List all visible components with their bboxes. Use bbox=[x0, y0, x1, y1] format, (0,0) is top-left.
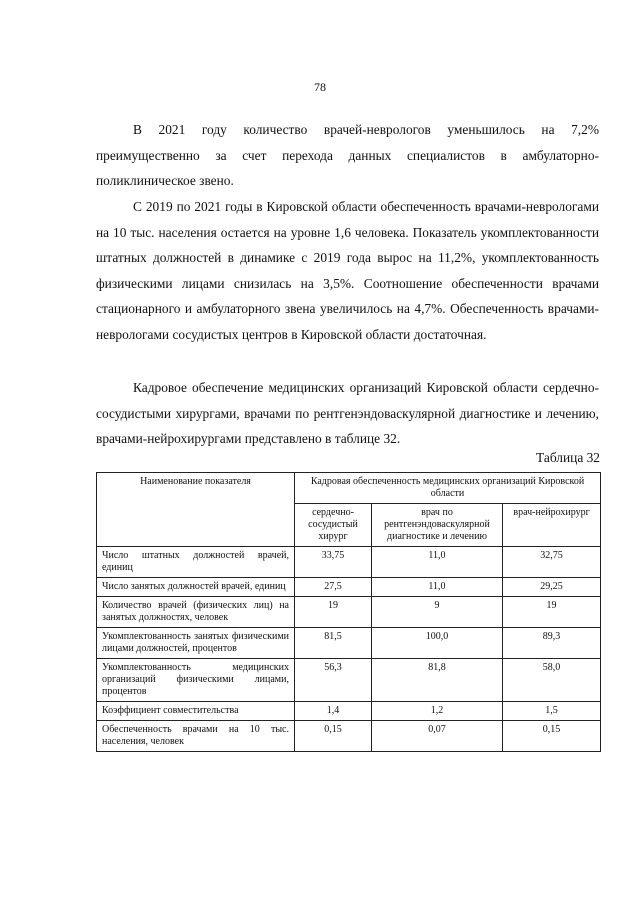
table-header-row bbox=[97, 473, 601, 504]
row-value: 100,0 bbox=[372, 628, 503, 659]
row-value: 11,0 bbox=[372, 578, 503, 597]
header-group: Кадровая обеспеченность медицинских организаций Кировской области bbox=[295, 473, 601, 504]
table-row bbox=[97, 659, 601, 702]
row-value: 1,4 bbox=[295, 702, 372, 721]
table-row bbox=[97, 628, 601, 659]
table-row bbox=[97, 702, 601, 721]
row-label: Число занятых должностей врачей, единиц bbox=[97, 578, 295, 597]
table-row bbox=[97, 721, 601, 752]
row-value: 19 bbox=[503, 597, 601, 628]
header-column-1: сердечно-сосудистый хирург bbox=[295, 504, 372, 547]
row-value: 81,5 bbox=[295, 628, 372, 659]
table-caption: Таблица 32 bbox=[536, 450, 600, 465]
row-label: Число штатных должностей врачей, единиц bbox=[97, 547, 295, 578]
row-value: 11,0 bbox=[372, 547, 503, 578]
row-value: 32,75 bbox=[503, 547, 601, 578]
paragraph-1: В 2021 году количество врачей-неврологов уменьшилось на 7,2% преимущественно за счет перехода данных специалистов в амбулаторно-поликлиническое звено. bbox=[96, 122, 599, 189]
row-value: 89,3 bbox=[503, 628, 601, 659]
staffing-table bbox=[96, 472, 601, 752]
row-label: Укомплектованность медицинских организаций физическими лицами, процентов bbox=[97, 659, 295, 702]
paragraph-3: Кадровое обеспечение медицинских организаций Кировской области сердечно-сосудистыми хирургами, врачами по рентгенэндоваскулярной диагностике и лечению, врачами-нейрохирургами представлено в таблице 32. bbox=[96, 380, 599, 447]
row-label: Количество врачей (физических лиц) на занятых должностях, человек bbox=[97, 597, 295, 628]
row-label: Укомплектованность занятых физическими лицами должностей, процентов bbox=[97, 628, 295, 659]
table-row bbox=[97, 578, 601, 597]
row-value: 33,75 bbox=[295, 547, 372, 578]
row-value: 81,8 bbox=[372, 659, 503, 702]
row-value: 19 bbox=[295, 597, 372, 628]
table-row bbox=[97, 547, 601, 578]
row-value: 1,2 bbox=[372, 702, 503, 721]
row-value: 58,0 bbox=[503, 659, 601, 702]
page-number: 78 bbox=[314, 80, 326, 94]
row-label: Обеспеченность врачами на 10 тыс. населения, человек bbox=[97, 721, 295, 752]
row-value: 1,5 bbox=[503, 702, 601, 721]
header-column-3: врач-нейрохирург bbox=[503, 504, 601, 547]
row-value: 29,25 bbox=[503, 578, 601, 597]
row-value: 0,15 bbox=[295, 721, 372, 752]
paragraph-2: С 2019 по 2021 годы в Кировской области обеспеченность врачами-неврологами на 10 тыс. населения остается на уровне 1,6 человека. Показатель укомплектованности штатных должностей в динамике с 2019 года вырос на 11,2%, укомплектованность физическими лицами снизилась на 3,5%. Соотношение обеспеченности врачами стационарного и амбулаторного звена увеличилось на 4,7%. Обеспеченность врачами-неврологами сосудистых центров в Кировской области достаточная. bbox=[96, 199, 599, 342]
row-value: 0,15 bbox=[503, 721, 601, 752]
row-label: Коэффициент совместительства bbox=[97, 702, 295, 721]
row-value: 27,5 bbox=[295, 578, 372, 597]
header-indicator: Наименование показателя bbox=[97, 473, 295, 547]
row-value: 56,3 bbox=[295, 659, 372, 702]
row-value: 9 bbox=[372, 597, 503, 628]
table-row bbox=[97, 597, 601, 628]
row-value: 0,07 bbox=[372, 721, 503, 752]
header-column-2: врач по рентгенэндоваскулярной диагностике и лечению bbox=[372, 504, 503, 547]
